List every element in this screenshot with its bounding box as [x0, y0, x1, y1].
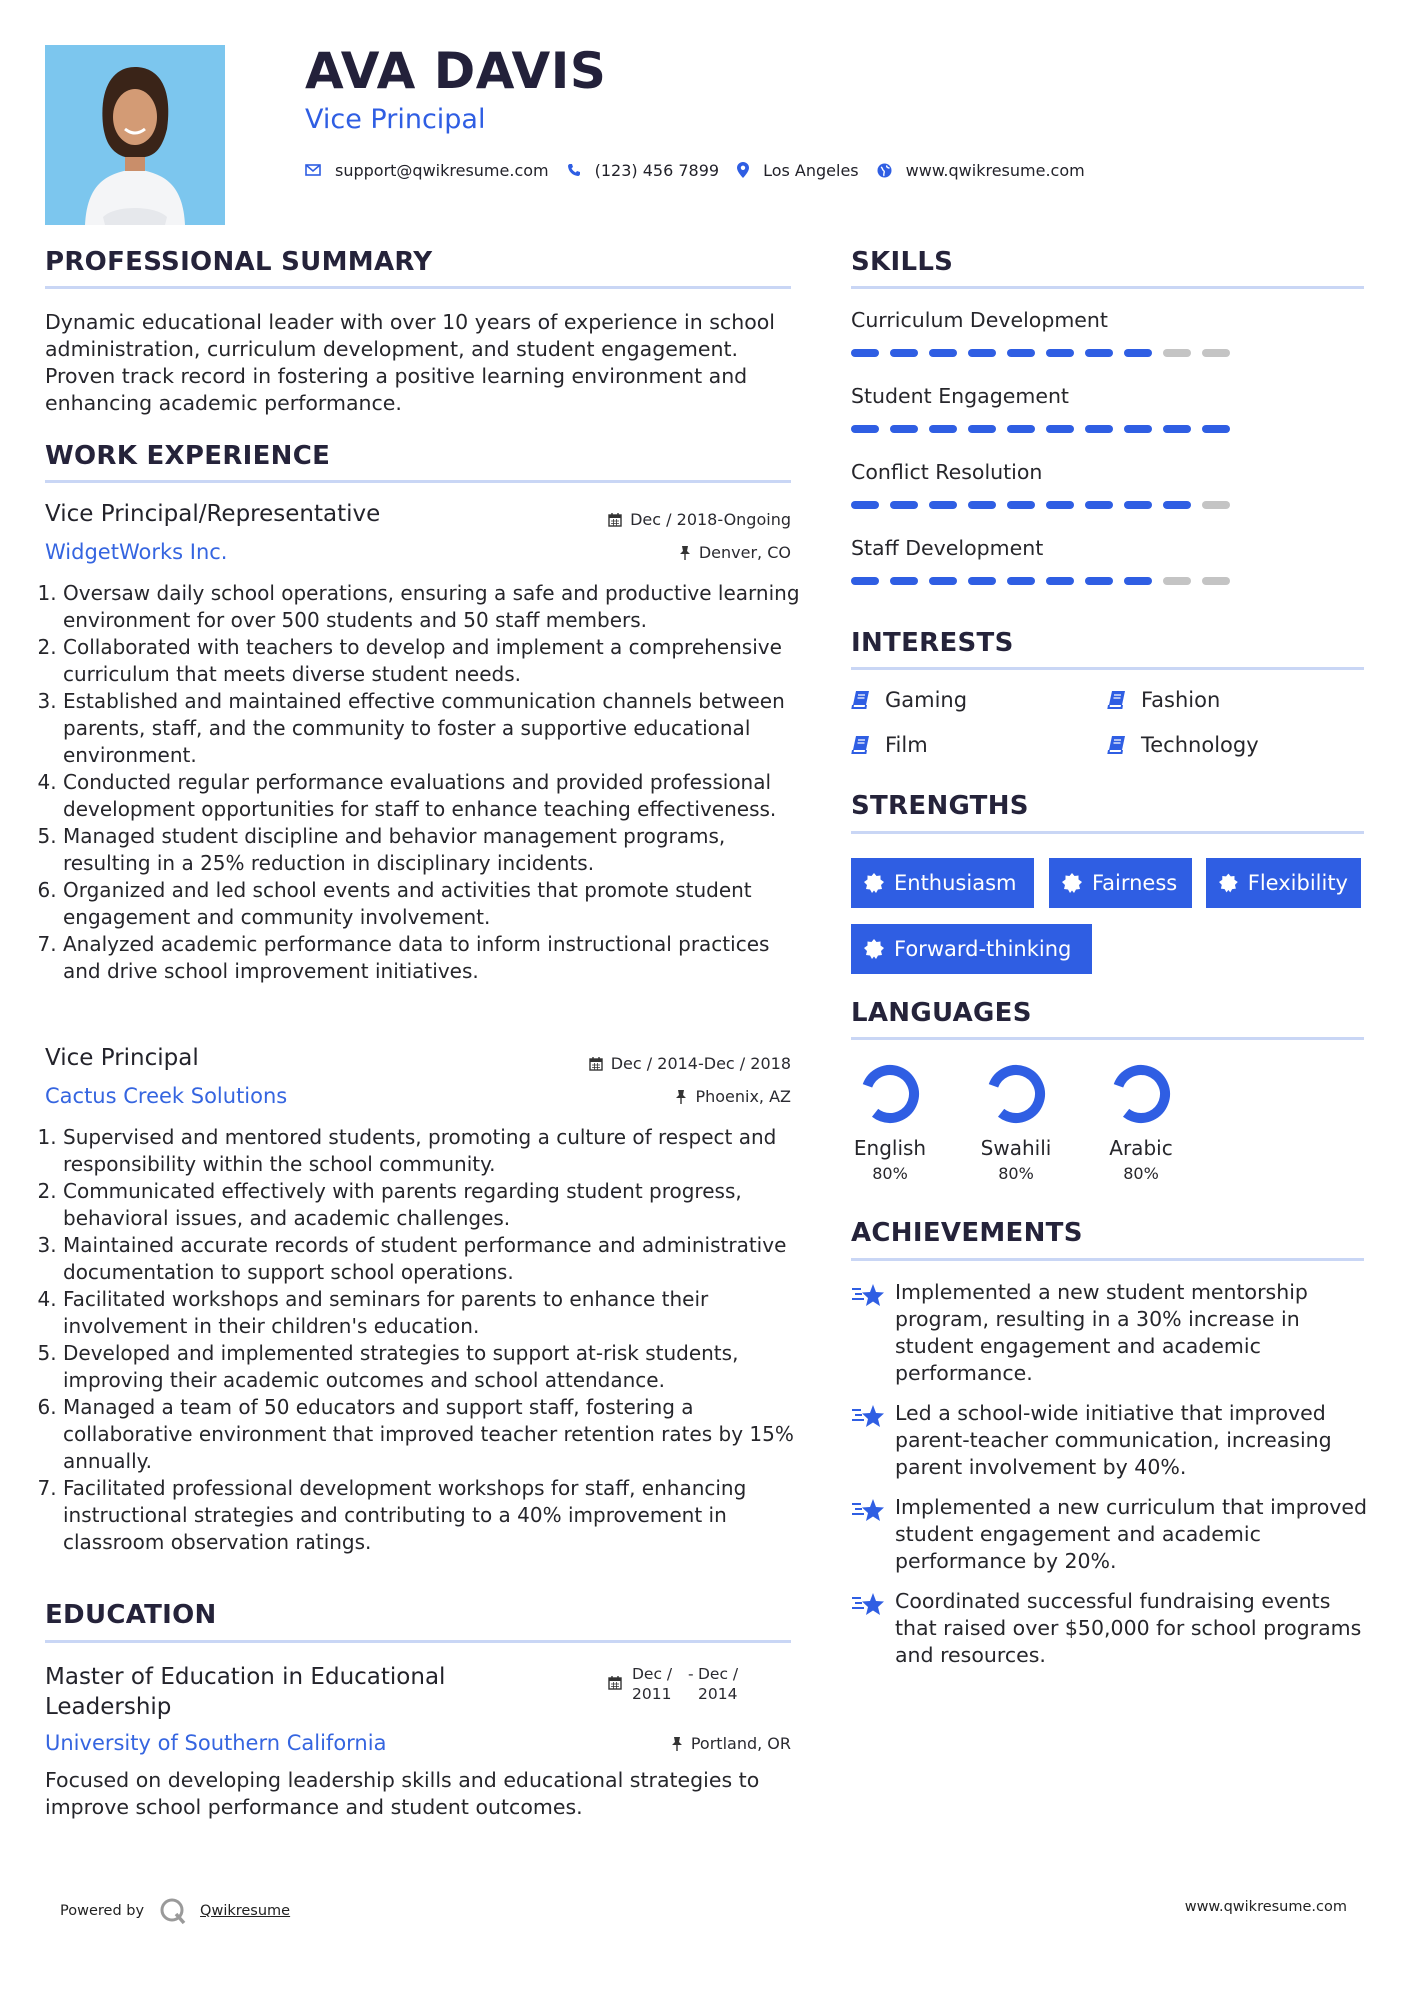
rating-dot	[929, 501, 957, 509]
rating-dot	[1007, 349, 1035, 357]
strengths-heading: STRENGTHS	[851, 791, 1029, 821]
rating-dot	[1085, 425, 1113, 433]
education-divider	[45, 1640, 791, 1643]
job-dates-text: Dec / 2014-Dec / 2018	[610, 1054, 791, 1073]
achievement-item	[851, 1494, 1371, 1575]
rating-dot	[1085, 349, 1113, 357]
rating-dot	[1007, 425, 1035, 433]
candidate-name: AVA DAVIS	[305, 42, 607, 100]
skills-list	[851, 308, 1364, 612]
language-item	[1096, 1062, 1186, 1183]
achievements-list	[851, 1279, 1371, 1669]
language-item	[845, 1062, 935, 1183]
qwikresume-logo-icon	[158, 1896, 188, 1926]
rating-dot	[1046, 577, 1074, 585]
job-dates	[608, 510, 791, 529]
education-location-text: Portland, OR	[690, 1734, 791, 1753]
strength-label: Flexibility	[1247, 871, 1348, 895]
job-duties-list	[45, 580, 803, 985]
duty-item: 5. Managed student discipline and behavior management programs, resulting in a 25% reduction in disciplinary incidents.	[63, 823, 803, 877]
rating-dot	[851, 425, 879, 433]
achievement-item	[851, 1588, 1371, 1669]
shooting-star-icon	[851, 1592, 885, 1616]
education-start-month: Dec /	[632, 1665, 673, 1683]
duty-item: 3. Established and maintained effective communication channels between parents, staff, and the community to foster a supportive educational environment.	[63, 688, 803, 769]
rating-dot	[1202, 577, 1230, 585]
rating-dot	[851, 501, 879, 509]
skill-label: Student Engagement	[851, 384, 1069, 408]
rating-dot	[968, 425, 996, 433]
rating-dot	[929, 349, 957, 357]
skills-heading: SKILLS	[851, 247, 954, 277]
shooting-star-icon	[851, 1283, 885, 1307]
experience-heading: WORK EXPERIENCE	[45, 441, 331, 471]
badge-icon	[1219, 873, 1238, 893]
job-dates-text: Dec / 2018-Ongoing	[630, 510, 791, 529]
rating-dot	[1163, 349, 1191, 357]
rating-dot	[1046, 349, 1074, 357]
education-start	[632, 1664, 688, 1704]
skill-item	[851, 384, 1364, 460]
rating-dot	[1124, 425, 1152, 433]
interest-label: Fashion	[1141, 688, 1221, 712]
education-location	[671, 1734, 791, 1753]
education-description: Focused on developing leadership skills and educational strategies to improve school performance and student outcomes.	[45, 1768, 760, 1819]
job-title: Vice Principal/Representative	[45, 501, 381, 527]
skill-label: Conflict Resolution	[851, 460, 1043, 484]
interest-label: Gaming	[885, 688, 968, 712]
language-item	[971, 1062, 1061, 1183]
phone-icon	[567, 163, 581, 177]
brand-link[interactable]: Qwikresume	[200, 1903, 291, 1919]
duty-item: 5. Developed and implemented strategies to support at-risk students, improving their academic outcomes and school attendance.	[63, 1340, 803, 1394]
duty-item: 7. Analyzed academic performance data to inform instructional practices and drive school improvement initiatives.	[63, 931, 803, 985]
envelope-icon	[305, 164, 321, 176]
strengths-divider	[851, 831, 1364, 834]
skill-rating	[851, 577, 1364, 585]
job-location-text: Phoenix, AZ	[695, 1087, 791, 1106]
education-end-month: Dec /	[698, 1665, 739, 1683]
strength-badge	[1206, 858, 1361, 908]
powered-by-text: Powered by	[60, 1903, 145, 1919]
rating-dot	[1085, 577, 1113, 585]
rating-dot	[890, 577, 918, 585]
rating-dot	[968, 349, 996, 357]
language-gauge	[858, 1062, 922, 1126]
shooting-star-icon	[851, 1404, 885, 1428]
website-text: www.qwikresume.com	[905, 160, 1085, 180]
strength-label: Fairness	[1092, 871, 1178, 895]
location-text: Los Angeles	[763, 160, 859, 180]
company-name: WidgetWorks Inc.	[45, 540, 228, 564]
language-name: Swahili	[980, 1136, 1052, 1160]
contact-phone[interactable]	[567, 161, 719, 180]
calendar-icon	[589, 1057, 603, 1071]
duty-item: 1. Supervised and mentored students, promoting a culture of respect and responsibility within the school community.	[63, 1124, 803, 1178]
interests-heading: INTERESTS	[851, 628, 1014, 658]
duty-item: 2. Collaborated with teachers to develop and implement a comprehensive curriculum that meets diverse student needs.	[63, 634, 803, 688]
language-percent: 80%	[998, 1164, 1034, 1183]
skill-label: Staff Development	[851, 536, 1044, 560]
duty-item: 7. Facilitated professional development workshops for staff, enhancing instructional strategies and contributing to a 40% improvement in classroom observation ratings.	[63, 1475, 803, 1556]
rating-dot	[929, 425, 957, 433]
globe-icon	[877, 163, 892, 178]
duty-item: 3. Maintained accurate records of student performance and administrative documentation to support school operations.	[63, 1232, 803, 1286]
strength-label: Forward-thinking	[894, 937, 1072, 961]
language-percent: 80%	[1123, 1164, 1159, 1183]
book-icon	[851, 690, 871, 710]
interest-item	[1107, 688, 1220, 712]
achievements-heading: ACHIEVEMENTS	[851, 1218, 1083, 1248]
job-location	[679, 543, 791, 562]
rating-dot	[890, 501, 918, 509]
book-icon	[851, 735, 871, 755]
rating-dot	[968, 501, 996, 509]
language-name: English	[853, 1136, 927, 1160]
calendar-icon	[608, 513, 622, 527]
contact-email[interactable]	[305, 161, 549, 180]
interest-item	[851, 733, 928, 757]
badge-icon	[864, 939, 884, 959]
badge-icon	[864, 873, 884, 893]
rating-dot	[1124, 577, 1152, 585]
footer-powered-by	[60, 1896, 290, 1926]
rating-dot	[851, 577, 879, 585]
strength-badge	[851, 924, 1092, 974]
education-end-year: 2014	[698, 1685, 738, 1703]
achievement-text: Led a school-wide initiative that improved parent-teacher communication, increasing parent involvement by 40%.	[895, 1401, 1332, 1479]
rating-dot	[1202, 425, 1230, 433]
rating-dot	[1124, 349, 1152, 357]
job-location-text: Denver, CO	[698, 543, 791, 562]
rating-dot	[1163, 425, 1191, 433]
contact-website[interactable]	[877, 161, 1085, 180]
summary-text: Dynamic educational leader with over 10 years of experience in school administration, curriculum development, and student engagement. Proven track record in fostering a positive learning environment and enhancing academic performance.	[45, 310, 775, 415]
rating-dot	[1085, 501, 1113, 509]
interest-item	[1107, 733, 1259, 757]
interests-divider	[851, 667, 1364, 670]
job-dates	[589, 1054, 791, 1073]
skills-divider	[851, 286, 1364, 289]
contact-bar	[305, 158, 1103, 182]
skill-item	[851, 460, 1364, 536]
rating-dot	[1124, 501, 1152, 509]
duty-item: 4. Facilitated workshops and seminars for parents to enhance their involvement in their children's education.	[63, 1286, 803, 1340]
rating-dot	[1163, 501, 1191, 509]
skill-item	[851, 536, 1364, 612]
achievement-text: Implemented a new curriculum that improved student engagement and academic performance by 20%.	[895, 1495, 1368, 1573]
languages-heading: LANGUAGES	[851, 998, 1032, 1028]
duty-item: 4. Conducted regular performance evaluations and provided professional development opportunities for staff to enhance teaching effectiveness.	[63, 769, 803, 823]
candidate-title: Vice Principal	[305, 104, 486, 135]
language-gauge	[1109, 1062, 1173, 1126]
degree-title: Master of Education in Educational Leadership	[45, 1664, 446, 1720]
school-name: University of Southern California	[45, 1731, 387, 1755]
badge-icon	[1062, 873, 1082, 893]
shooting-star-icon	[851, 1498, 885, 1522]
education-dates: Dec / 2011 - Dec / 2014	[608, 1664, 738, 1704]
education-heading: EDUCATION	[45, 1600, 217, 1630]
rating-dot	[929, 577, 957, 585]
pushpin-icon	[679, 545, 691, 560]
achievement-item	[851, 1279, 1371, 1387]
rating-dot	[851, 349, 879, 357]
rating-dot	[1163, 577, 1191, 585]
achievement-text: Implemented a new student mentorship program, resulting in a 30% increase in student engagement and academic performance.	[895, 1280, 1308, 1385]
interest-label: Film	[885, 733, 928, 757]
phone-text: (123) 456 7899	[594, 160, 720, 180]
rating-dot	[1046, 425, 1074, 433]
book-icon	[1107, 690, 1127, 710]
rating-dot	[890, 425, 918, 433]
skill-rating	[851, 425, 1364, 433]
education-start-year: 2011	[632, 1685, 672, 1703]
language-percent: 80%	[872, 1164, 908, 1183]
rating-dot	[1007, 501, 1035, 509]
footer-website[interactable]: www.qwikresume.com	[1184, 1899, 1347, 1915]
achievement-text: Coordinated successful fundraising events that raised over $50,000 for school programs and resources.	[895, 1589, 1362, 1667]
summary-heading: PROFESSIONAL SUMMARY	[45, 247, 433, 277]
profile-photo	[45, 45, 225, 225]
experience-divider	[45, 480, 791, 483]
contact-location	[737, 161, 859, 180]
job-duties-list	[45, 1124, 803, 1556]
language-name: Arabic	[1109, 1136, 1173, 1160]
rating-dot	[1007, 577, 1035, 585]
interest-item	[851, 688, 967, 712]
achievements-divider	[851, 1258, 1364, 1261]
job-title: Vice Principal	[45, 1045, 199, 1071]
duty-item: 2. Communicated effectively with parents regarding student progress, behavioral issues, and academic challenges.	[63, 1178, 803, 1232]
book-icon	[1107, 735, 1127, 755]
skill-rating	[851, 349, 1364, 357]
skill-label: Curriculum Development	[851, 308, 1108, 332]
languages-divider	[851, 1037, 1364, 1040]
strength-badge	[851, 858, 1034, 908]
strength-badge	[1049, 858, 1192, 908]
achievement-item	[851, 1400, 1371, 1481]
rating-dot	[1046, 501, 1074, 509]
skill-rating	[851, 501, 1364, 509]
company-name: Cactus Creek Solutions	[45, 1084, 288, 1108]
rating-dot	[968, 577, 996, 585]
pushpin-icon	[671, 1736, 683, 1751]
job-location	[675, 1087, 791, 1106]
interest-label: Technology	[1141, 733, 1259, 757]
rating-dot	[1202, 501, 1230, 509]
duty-item: 6. Organized and led school events and activities that promote student engagement and community involvement.	[63, 877, 803, 931]
rating-dot	[890, 349, 918, 357]
duty-item: 1. Oversaw daily school operations, ensuring a safe and productive learning environment for over 500 students and 50 staff members.	[63, 580, 803, 634]
language-gauge	[984, 1062, 1048, 1126]
skill-item	[851, 308, 1364, 384]
pushpin-icon	[675, 1089, 687, 1104]
education-end	[698, 1664, 738, 1704]
email-text: support@qwikresume.com	[335, 160, 549, 180]
map-pin-icon	[737, 162, 749, 178]
summary-divider	[45, 286, 791, 289]
strength-label: Enthusiasm	[894, 871, 1017, 895]
rating-dot	[1202, 349, 1230, 357]
calendar-icon	[608, 1676, 622, 1690]
duty-item: 6. Managed a team of 50 educators and support staff, fostering a collaborative environment that improved teacher retention rates by 15% annually.	[63, 1394, 803, 1475]
